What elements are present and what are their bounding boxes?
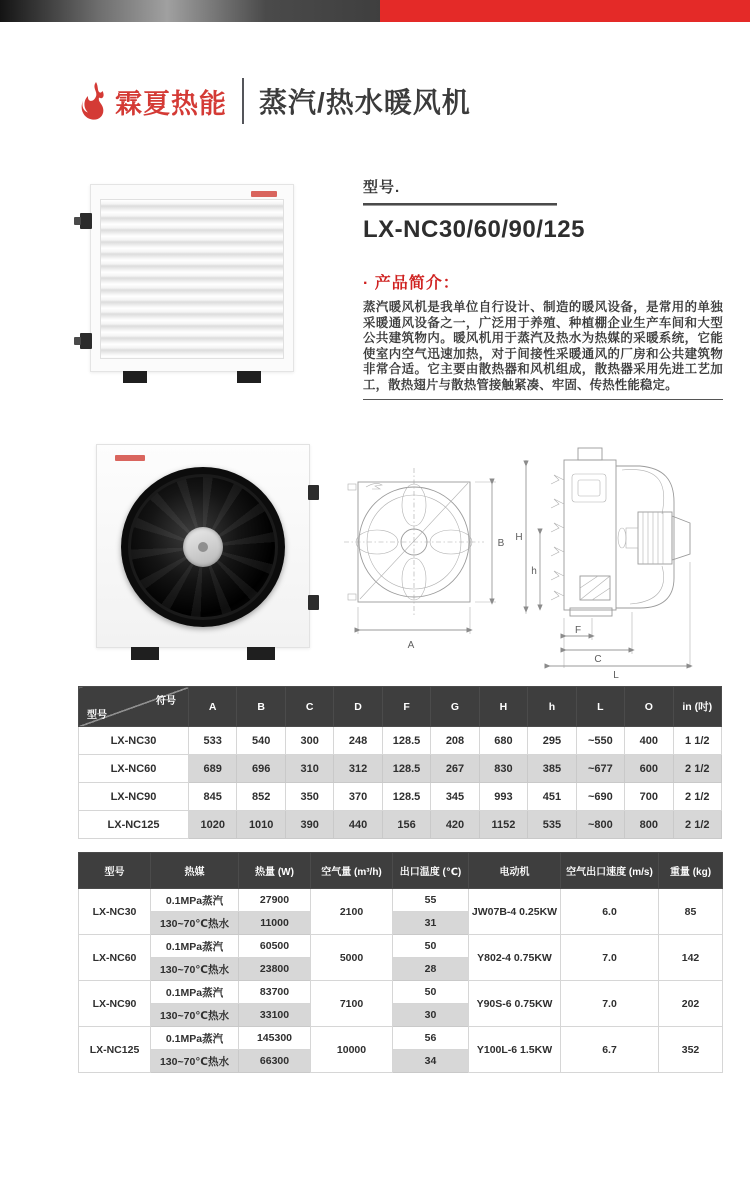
front-view-drawing: [336, 452, 514, 657]
perf-heat-cell: 11000: [239, 912, 311, 935]
dim-column-header: A: [189, 687, 237, 727]
dim-value-cell: 208: [431, 727, 479, 755]
perf-weight-cell: 142: [659, 935, 723, 981]
perf-column-header: 型号: [79, 853, 151, 889]
dim-value-cell: 830: [479, 755, 527, 783]
dim-value-cell: 696: [237, 755, 285, 783]
logo-header: [80, 76, 471, 126]
side-view-drawing: [512, 436, 712, 684]
performance-table-row-steam: [79, 1027, 723, 1050]
page-title: 蒸汽/热水暖风机: [259, 87, 471, 118]
dim-model-cell: LX-NC30: [79, 727, 189, 755]
dim-value-cell: 993: [479, 783, 527, 811]
dim-column-header: H: [479, 687, 527, 727]
dim-value-cell: 128.5: [382, 783, 430, 811]
perf-air-speed-cell: 7.0: [561, 981, 659, 1027]
perf-weight-cell: 202: [659, 981, 723, 1027]
fan-impeller: [121, 467, 285, 627]
mounting-foot: [123, 371, 147, 383]
intro-body-text: 蒸汽暖风机是我单位自行设计、制造的暖风设备，是常用的单独采暖通风设备之一，广泛用于养殖、种植棚企业生产车间和大型公共建筑物内。暖风机用于蒸汽及热水为热媒的采暖系统，它能使室内空气迅速加热，对于间接性采暖通风的厂房和公共建筑物非常合适。它主要由散热器和风机组成，散热器采用先进工艺加工，散热翅片与散热管接触紧凑、牢固、传热性能稳定。: [363, 300, 723, 392]
dim-value-cell: 600: [625, 755, 673, 783]
performance-table-row-steam: [79, 889, 723, 912]
dim-value-cell: 2 1/2: [673, 811, 721, 839]
perf-heat-cell: 66300: [239, 1050, 311, 1073]
dim-value-cell: 385: [528, 755, 576, 783]
dimension-table-row: [79, 755, 722, 783]
perf-column-header: 出口温度 (℃): [393, 853, 469, 889]
perf-medium-cell: 130~70℃热水: [151, 958, 239, 981]
dimension-table-row: [79, 727, 722, 755]
dim-column-header: D: [334, 687, 382, 727]
dim-value-cell: 2 1/2: [673, 783, 721, 811]
perf-outlet-temp-cell: 50: [393, 935, 469, 958]
intro-heading: · 产品简介：: [363, 275, 460, 292]
dim-value-cell: 535: [528, 811, 576, 839]
product-photo-front: [90, 184, 294, 372]
dim-value-cell: 451: [528, 783, 576, 811]
dim-value-cell: 845: [189, 783, 237, 811]
dim-value-cell: 680: [479, 727, 527, 755]
perf-air-speed-cell: 6.7: [561, 1027, 659, 1073]
perf-motor-cell: Y90S-6 0.75KW: [469, 981, 561, 1027]
dim-column-header: in (吋): [673, 687, 721, 727]
dimension-table-header-row: [79, 687, 722, 727]
perf-medium-cell: 130~70℃热水: [151, 912, 239, 935]
perf-model-cell: LX-NC60: [79, 935, 151, 981]
dim-column-header: B: [237, 687, 285, 727]
model-underline: [363, 203, 557, 206]
dim-value-cell: ~677: [576, 755, 624, 783]
dim-value-cell: ~800: [576, 811, 624, 839]
perf-outlet-temp-cell: 28: [393, 958, 469, 981]
perf-column-header: 热量 (W): [239, 853, 311, 889]
dim-value-cell: 800: [625, 811, 673, 839]
perf-heat-cell: 33100: [239, 1004, 311, 1027]
dim-value-cell: 248: [334, 727, 382, 755]
dim-value-cell: 852: [237, 783, 285, 811]
dim-column-header: C: [285, 687, 333, 727]
performance-table-row-steam: [79, 935, 723, 958]
perf-motor-cell: JW07B-4 0.25KW: [469, 889, 561, 935]
dim-value-cell: 1152: [479, 811, 527, 839]
product-intro-section: [363, 270, 723, 400]
perf-model-cell: LX-NC125: [79, 1027, 151, 1073]
dim-value-cell: 156: [382, 811, 430, 839]
corner-label-symbol: 符号: [156, 696, 176, 707]
dim-label-a: A: [407, 640, 415, 651]
dim-model-cell: LX-NC60: [79, 755, 189, 783]
perf-air-speed-cell: 6.0: [561, 889, 659, 935]
dim-label-F: F: [574, 625, 582, 636]
dim-value-cell: 267: [431, 755, 479, 783]
perf-column-header: 重量 (kg): [659, 853, 723, 889]
dim-label-H: H: [515, 532, 523, 543]
mounting-foot: [237, 371, 261, 383]
product-photo-rear: [96, 444, 310, 648]
dim-label-h: h: [531, 566, 537, 577]
perf-medium-cell: 130~70℃热水: [151, 1050, 239, 1073]
perf-weight-cell: 85: [659, 889, 723, 935]
perf-outlet-temp-cell: 56: [393, 1027, 469, 1050]
top-bar-dark-segment: [0, 0, 380, 22]
dim-value-cell: 1020: [189, 811, 237, 839]
dim-value-cell: 533: [189, 727, 237, 755]
perf-medium-cell: 0.1MPa蒸汽: [151, 935, 239, 958]
dimension-table-row: [79, 811, 722, 839]
dim-value-cell: 689: [189, 755, 237, 783]
mounting-foot: [247, 647, 275, 660]
perf-outlet-temp-cell: 31: [393, 912, 469, 935]
dim-value-cell: 350: [285, 783, 333, 811]
flame-icon: [80, 81, 106, 121]
perf-air-volume-cell: 7100: [311, 981, 393, 1027]
dim-value-cell: 295: [528, 727, 576, 755]
dim-value-cell: 370: [334, 783, 382, 811]
dim-column-header: G: [431, 687, 479, 727]
pipe-connector: [74, 217, 81, 225]
dim-column-header: O: [625, 687, 673, 727]
dim-value-cell: 312: [334, 755, 382, 783]
perf-motor-cell: Y100L-6 1.5KW: [469, 1027, 561, 1073]
dim-column-header: h: [528, 687, 576, 727]
perf-outlet-temp-cell: 34: [393, 1050, 469, 1073]
perf-outlet-temp-cell: 55: [393, 889, 469, 912]
perf-column-header: 空气出口速度 (m/s): [561, 853, 659, 889]
performance-table-header-row: [79, 853, 723, 889]
dim-value-cell: 540: [237, 727, 285, 755]
dim-value-cell: ~550: [576, 727, 624, 755]
dim-value-cell: 345: [431, 783, 479, 811]
perf-heat-cell: 27900: [239, 889, 311, 912]
perf-heat-cell: 60500: [239, 935, 311, 958]
perf-air-volume-cell: 10000: [311, 1027, 393, 1073]
louver-grille: [100, 199, 284, 359]
dim-column-header: F: [382, 687, 430, 727]
perf-motor-cell: Y802-4 0.75KW: [469, 935, 561, 981]
top-bar-red-segment: [380, 0, 750, 22]
perf-air-speed-cell: 7.0: [561, 935, 659, 981]
perf-medium-cell: 0.1MPa蒸汽: [151, 981, 239, 1004]
dim-column-header: L: [576, 687, 624, 727]
dim-value-cell: 440: [334, 811, 382, 839]
perf-heat-cell: 145300: [239, 1027, 311, 1050]
model-section: [363, 176, 723, 244]
dim-value-cell: 2 1/2: [673, 755, 721, 783]
perf-air-volume-cell: 2100: [311, 889, 393, 935]
dim-value-cell: 1010: [237, 811, 285, 839]
dim-value-cell: 390: [285, 811, 333, 839]
perf-air-volume-cell: 5000: [311, 935, 393, 981]
perf-column-header: 热媒: [151, 853, 239, 889]
pipe-connector: [80, 213, 92, 229]
perf-outlet-temp-cell: 50: [393, 981, 469, 1004]
dim-value-cell: 700: [625, 783, 673, 811]
pipe-connector: [308, 485, 319, 500]
dim-label-L: L: [613, 670, 619, 681]
dim-model-cell: LX-NC125: [79, 811, 189, 839]
perf-heat-cell: 83700: [239, 981, 311, 1004]
perf-outlet-temp-cell: 30: [393, 1004, 469, 1027]
dim-value-cell: 400: [625, 727, 673, 755]
dimension-table-corner-cell: [79, 687, 189, 727]
dim-label-b: B: [497, 538, 505, 549]
pipe-connector: [308, 595, 319, 610]
performance-table-row-steam: [79, 981, 723, 1004]
performance-table: [78, 852, 723, 1073]
perf-heat-cell: 23800: [239, 958, 311, 981]
perf-model-cell: LX-NC90: [79, 981, 151, 1027]
dimension-table: [78, 686, 722, 839]
logo-divider: [242, 78, 244, 124]
perf-weight-cell: 352: [659, 1027, 723, 1073]
mounting-foot: [131, 647, 159, 660]
pipe-connector: [74, 337, 81, 345]
dim-value-cell: 128.5: [382, 755, 430, 783]
perf-model-cell: LX-NC30: [79, 889, 151, 935]
dim-model-cell: LX-NC90: [79, 783, 189, 811]
intro-underline: [363, 399, 723, 400]
dim-label-C: C: [594, 654, 602, 665]
dimension-table-row: [79, 783, 722, 811]
model-label: 型号.: [363, 179, 401, 196]
perf-column-header: 电动机: [469, 853, 561, 889]
product-logo-mark: [115, 455, 145, 461]
pipe-connector: [80, 333, 92, 349]
dim-value-cell: ~690: [576, 783, 624, 811]
brand-name: 霖夏热能: [115, 88, 227, 119]
perf-column-header: 空气量 (m³/h): [311, 853, 393, 889]
fan-hub: [183, 527, 223, 567]
dim-value-cell: 128.5: [382, 727, 430, 755]
perf-medium-cell: 0.1MPa蒸汽: [151, 1027, 239, 1050]
perf-medium-cell: 0.1MPa蒸汽: [151, 889, 239, 912]
dim-value-cell: 420: [431, 811, 479, 839]
corner-label-model: 型号: [87, 710, 107, 721]
dim-value-cell: 310: [285, 755, 333, 783]
perf-medium-cell: 130~70℃热水: [151, 1004, 239, 1027]
dim-value-cell: 1 1/2: [673, 727, 721, 755]
model-number: LX-NC30/60/90/125: [363, 216, 585, 243]
product-logo-mark: [251, 191, 277, 197]
dim-value-cell: 300: [285, 727, 333, 755]
top-bar: [0, 0, 750, 22]
